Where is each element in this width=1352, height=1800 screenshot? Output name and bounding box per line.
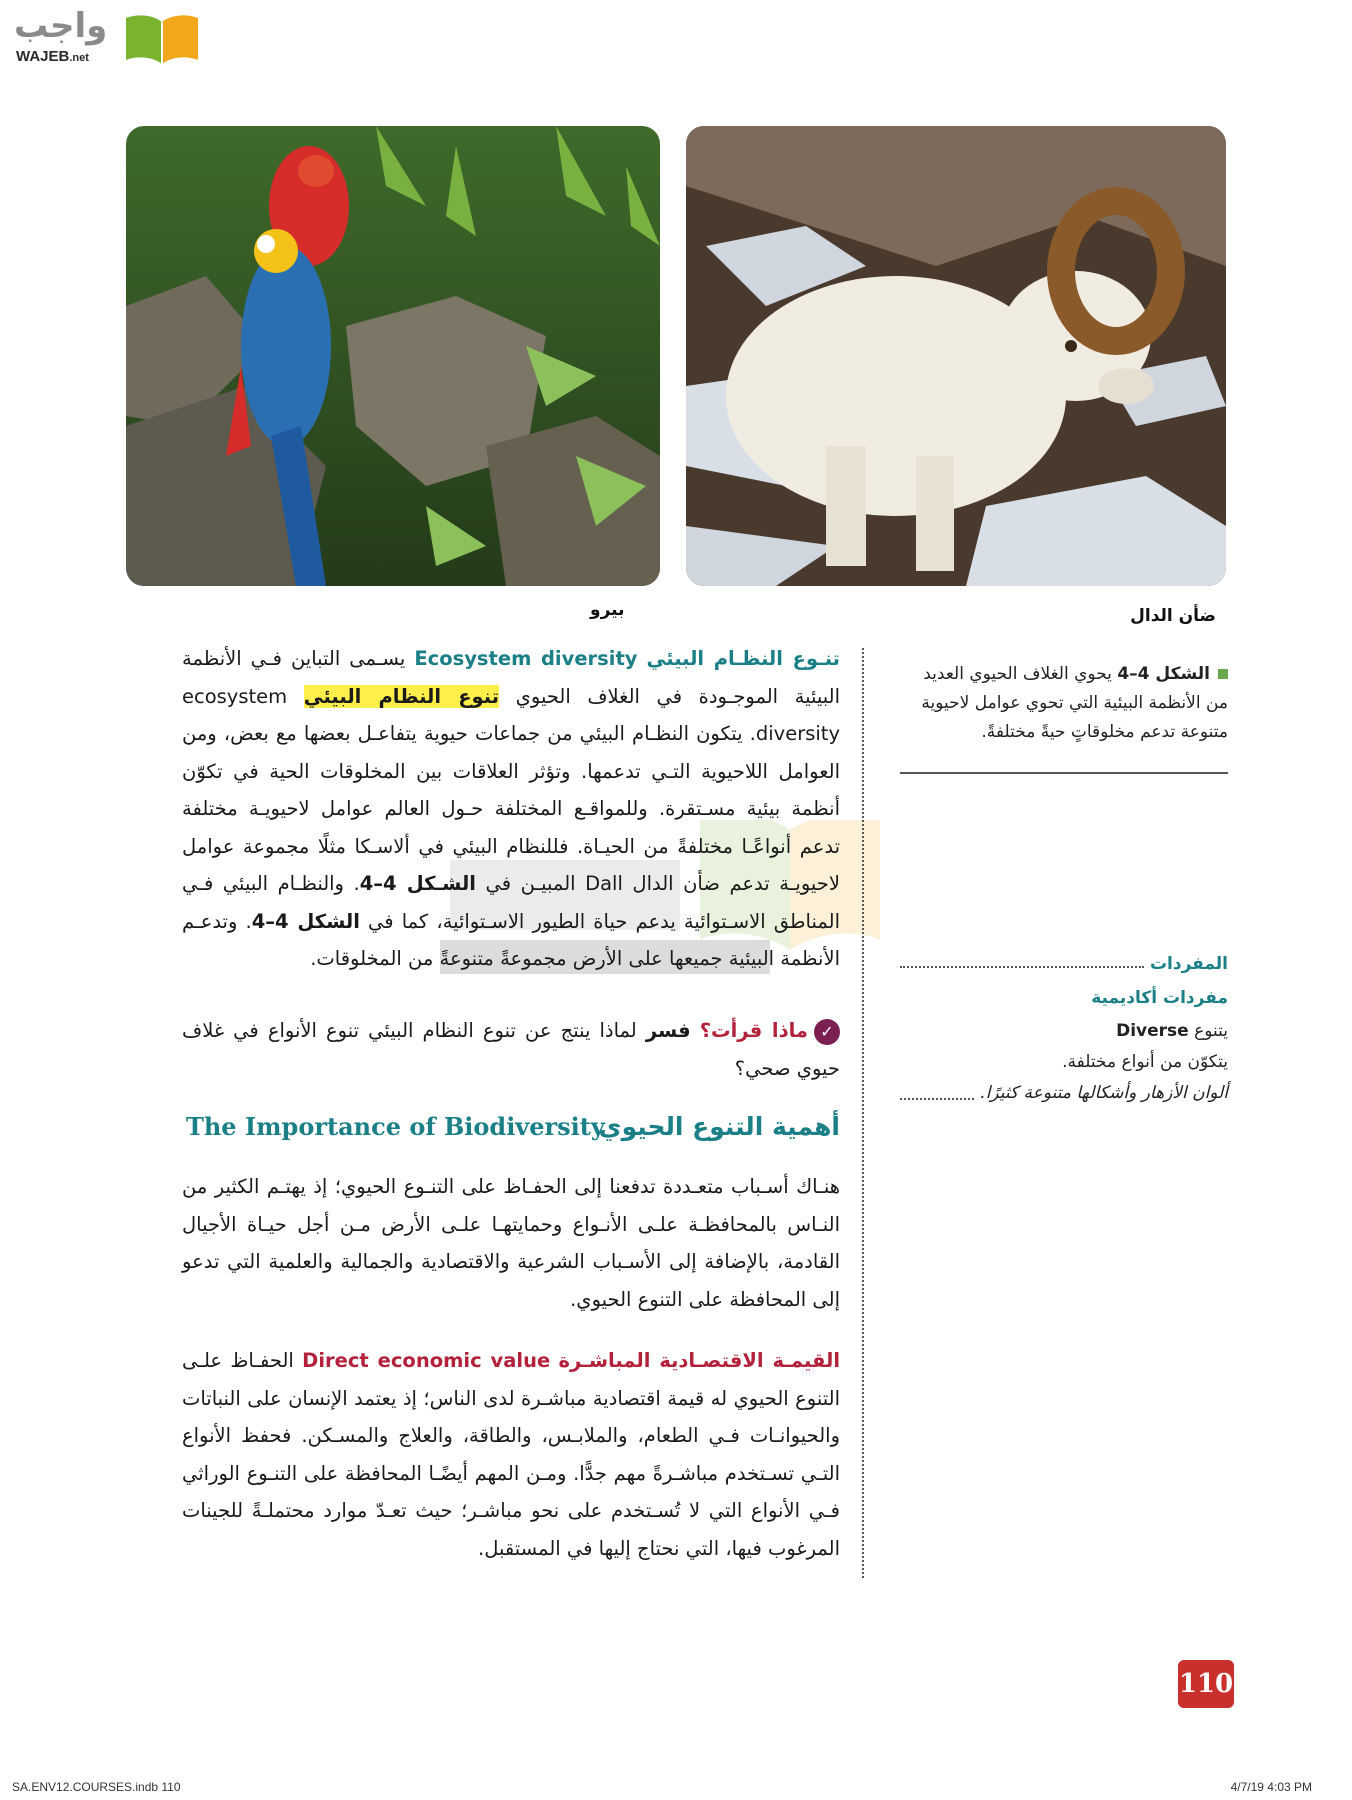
caption-marker-icon [1218,669,1228,679]
footer-date: 4/7/19 4:03 PM [1230,1780,1312,1794]
paragraph1-text-3: . والنظـام البيئي فـي المناطق الاسـتوائية يدعم حياة الطيور الاسـتوائية، كما في [182,872,840,933]
vocab-word-en: Diverse [1116,1021,1189,1041]
section-title-en: The Importance of Biodiversity [186,1112,605,1141]
parrot-caption: بيرو [590,600,625,620]
paragraph1-text-1: يسـمى التباين فـي الأنظمة البيئية الموجـودة في الغلاف الحيوي [182,647,840,708]
figure-caption-text: يحوي الغلاف الحيوي العديد من الأنظمة البيئية التي تحوي عوامل لاحيوية متنوعة تدعم مخلوقاتٍ حيةً مختلفةً. [921,664,1228,742]
vocab-subheading: مفردات أكاديمية [1091,988,1228,1008]
column-divider [862,648,864,1578]
paragraph2-text: هنـاك أسـباب متعـددة تدفعنا إلى الحفـاظ على التنـوع الحيوي؛ إذ يهتـم الكثير من النـاس بالمحافظـة علـى الأنـواع وحمايتهـا علـى الأرض مـن أجل حيـاة الأجيال القادمة، بالإضافة إلى الأسـباب الشرعية والاقتصادية والجمالية والعلمية التي تدعو إلى المحافظة على التنوع الحيوي. [182,1175,840,1311]
book-icon [124,10,200,64]
vocab-heading: المفردات [1149,954,1228,974]
paragraph-importance [182,1168,840,1318]
paragraph3-text: الحفـاظ علـى التنوع الحيوي له قيمة اقتصادية مباشـرة لدى الناس؛ إذ يعتمد الإنسان على النباتات والحيوانـات فـي الطعام، والملابـس، والطاقة، والعلاج والمسـكن. فحفظ الأنواع التـي تسـتخدم مباشـرةً مهم جدًّا. ومـن المهم أيضًـا المحافظة على التنـوع الوراثي فـي الأنواع التي لا تُسـتخدم على نحو مباشـر؛ حيث تعـدّ موارد محتملـةً للجينات المرغوب فيها، التي نحتاج إليها في المستقبل. [182,1349,840,1560]
reading-check-verb: فسر [645,1019,691,1042]
reading-check [182,1012,840,1087]
footer-file: SA.ENV12.COURSES.indb 110 [12,1780,181,1794]
figure-caption [900,660,1228,747]
dall-sheep-photo [686,126,1226,586]
vocab-entry [900,1016,1228,1047]
paragraph1-text-4: . وتدعـم الأنظمة البيئية جميعها على الأرض مجموعةً متنوعةً من المخلوقات. [182,909,840,970]
vocabulary-box [900,954,1228,1109]
checkmark-icon: ✓ [814,1019,840,1045]
logo [14,6,189,68]
logo-latin: WAJEB.net [16,48,89,65]
caption-rule [900,772,1228,774]
reading-check-question: لماذا ينتج عن تنوع النظام البيئي تنوع الأنواع في غلاف حيوي صحي؟ [182,1019,840,1080]
figure-reference-1[interactable]: الشـكل 4–4 [359,872,476,895]
vocab-example: ألوان الأزهار وأشكالها متنوعة كثيرًا. [980,1083,1228,1103]
logo-arabic: واجب [14,6,108,46]
vocab-word-ar: يتنوع [1194,1021,1228,1041]
term-ecosystem-diversity-ar: تنـوع النظـام البيئي [646,647,840,670]
highlighted-term: تنوع النظام البيئي [303,684,500,708]
vocab-example-dots [900,1098,974,1100]
vocab-example-row [900,1078,1228,1109]
figure-caption-label: الشكل 4–4 [1117,664,1210,684]
section-heading [182,1112,840,1152]
term-direct-economic-value-en: Direct economic value [302,1349,551,1372]
figure-reference-2[interactable]: الشكل 4–4 [251,909,360,933]
term-ecosystem-diversity-en: Ecosystem diversity [414,647,638,670]
term-direct-economic-value-ar: القيمـة الاقتصـادية المباشـرة [558,1349,841,1372]
paragraph-ecosystem-diversity [182,640,840,978]
reading-check-label: ماذا قرأت؟ [699,1019,808,1042]
sheep-caption: ضأن الدال [1130,606,1216,626]
paragraph1-text-2: ecosystem diversity. يتكون النظـام البيئي من جماعات حيوية يتفاعـل بعضها مع بعض، ومن العوامل اللاحيوية التـي تدعمها. وتؤثر العلاقات بين المخلوقات الحية في تكوّن أنظمة بيئية مسـتقرة. وللمواقـع المختلفة حـول العالم عوامل لاحيويـة مختلفة تدعم أنواعًـا مختلفةً من الحيـاة. فللنظام البيئي في ألاسـكا مثلًا مجموعة عوامل لاحيويـة تدعم ضأن الدال Dall المبيـن في [182,684,840,895]
vocab-heading-dots [900,966,1144,968]
vocab-definition: يتكوّن من أنواع مختلفة. [1062,1052,1228,1072]
section-title-ar: أهمية التنوع الحيوي [598,1112,840,1141]
parrot-photo [126,126,660,586]
page-number: 110 [1178,1660,1234,1708]
paragraph-direct-economic-value [182,1342,840,1567]
